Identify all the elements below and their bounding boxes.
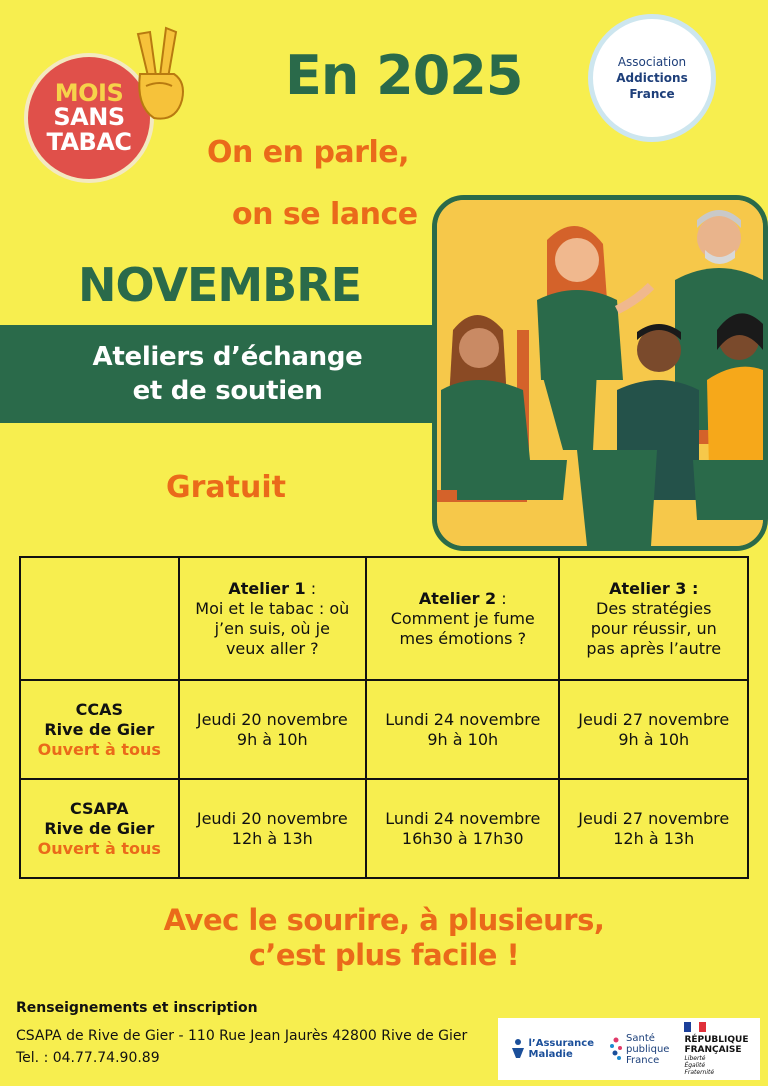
session-date: Jeudi 27 novembre	[578, 709, 730, 729]
session-time: 12h à 13h	[231, 828, 313, 848]
session-cell	[179, 680, 366, 779]
workshops-banner	[0, 325, 455, 423]
price-label: Gratuit	[166, 470, 286, 505]
dots-icon	[609, 1036, 623, 1062]
sante-publique-france-logo	[609, 1033, 669, 1066]
atelier-1-desc-3: veux aller ?	[225, 638, 319, 658]
atelier-1-title: Atelier 1	[228, 578, 306, 598]
session-date: Jeudi 20 novembre	[196, 808, 348, 828]
month-title: NOVEMBRE	[78, 258, 362, 312]
location-name: CSAPA	[69, 798, 129, 818]
session-date: Jeudi 20 novembre	[196, 709, 348, 729]
location-city: Rive de Gier	[44, 818, 155, 838]
association-addictions-france-logo	[588, 14, 716, 142]
logo-line-2: SANS	[53, 103, 125, 131]
partner-logos	[498, 1018, 760, 1080]
session-cell	[179, 779, 366, 878]
atelier-1-desc-2: j’en suis, où je	[214, 618, 330, 638]
atelier-3-desc-2: pour réussir, un	[590, 618, 717, 638]
logo-line-1: MOIS	[54, 79, 124, 107]
republique-francaise-logo	[684, 1022, 748, 1076]
session-time: 9h à 10h	[427, 729, 499, 749]
location-cell	[20, 779, 179, 878]
info-address: CSAPA de Rive de Gier - 110 Rue Jean Jaurès 42800 Rive de Gier	[16, 1028, 468, 1044]
access-label: Ouvert à tous	[37, 838, 161, 858]
rf-line-1: RÉPUBLIQUE	[684, 1035, 749, 1045]
session-cell	[366, 680, 559, 779]
rf-line-2: FRANÇAISE	[684, 1045, 742, 1055]
assoc-line-2: Addictions	[616, 71, 688, 85]
rf-motto-2: Égalité	[684, 1062, 706, 1069]
session-time: 16h30 à 17h30	[401, 828, 524, 848]
rf-motto-3: Fraternité	[684, 1069, 715, 1076]
session-cell	[559, 779, 748, 878]
table-header-row	[20, 557, 748, 680]
session-date: Lundi 24 novembre	[385, 709, 541, 729]
spf-line-1: Santé	[626, 1032, 655, 1044]
rf-motto-1: Liberté	[684, 1055, 706, 1062]
spf-line-3: France	[626, 1054, 660, 1066]
slogan-line-1: Avec le sourire, à plusieurs,	[163, 903, 605, 937]
location-city: Rive de Gier	[44, 719, 155, 739]
access-label: Ouvert à tous	[37, 739, 161, 759]
assurance-maladie-logo	[510, 1038, 595, 1060]
atelier-3-title: Atelier 3 :	[609, 578, 699, 598]
banner-line-1: Ateliers d’échange	[92, 342, 363, 372]
people-talking-icon	[437, 200, 763, 546]
slogan-line-2: c’est plus facile !	[248, 938, 520, 972]
info-title: Renseignements et inscription	[16, 1000, 258, 1016]
people-figure-icon	[510, 1038, 526, 1060]
header-atelier-2	[366, 557, 559, 680]
atelier-3-desc-3: pas après l’autre	[586, 638, 722, 658]
atelier-3-desc-1: Des stratégies	[596, 598, 712, 618]
session-time: 9h à 10h	[236, 729, 308, 749]
atelier-2-suffix: :	[496, 588, 507, 608]
tagline-line-2: on se lance	[232, 197, 418, 232]
info-phone: Tel. : 04.77.74.90.89	[16, 1050, 160, 1066]
banner-line-2: et de soutien	[132, 376, 323, 406]
location-name: CCAS	[75, 699, 123, 719]
am-line-1: l’Assurance	[528, 1038, 594, 1049]
year-title: En 2025	[285, 44, 523, 107]
session-time: 12h à 13h	[613, 828, 695, 848]
session-time: 9h à 10h	[618, 729, 690, 749]
assoc-line-1: Association	[617, 55, 687, 69]
table-row	[20, 779, 748, 878]
header-atelier-3	[559, 557, 748, 680]
assoc-line-3: France	[629, 87, 675, 101]
tagline-line-1: On en parle,	[207, 135, 409, 170]
session-cell	[559, 680, 748, 779]
victory-hand-icon	[120, 26, 190, 126]
spf-line-2: publique	[626, 1043, 670, 1055]
atelier-2-desc-2: mes émotions ?	[399, 628, 527, 648]
logo-line-3: TABAC	[46, 128, 132, 156]
group-discussion-illustration	[432, 195, 768, 551]
location-cell	[20, 680, 179, 779]
empty-header-cell	[20, 557, 179, 680]
atelier-2-desc-1: Comment je fume	[390, 608, 535, 628]
am-line-2: Maladie	[528, 1049, 573, 1060]
table-row	[20, 680, 748, 779]
header-atelier-1	[179, 557, 366, 680]
atelier-1-desc-1: Moi et le tabac : où	[195, 598, 350, 618]
french-flag-icon	[684, 1022, 706, 1032]
session-date: Lundi 24 novembre	[385, 808, 541, 828]
atelier-1-suffix: :	[305, 578, 317, 598]
session-cell	[366, 779, 559, 878]
session-date: Jeudi 27 novembre	[578, 808, 730, 828]
atelier-2-title: Atelier 2	[418, 588, 497, 608]
workshop-schedule-table	[19, 556, 749, 879]
